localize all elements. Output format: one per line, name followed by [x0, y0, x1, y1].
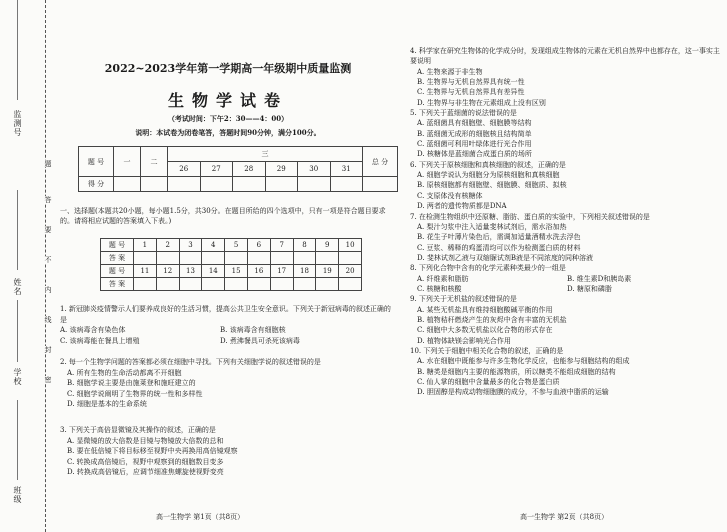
answer-label: 答 案: [101, 278, 134, 291]
option: D. 核糖体是蓝细菌合成蛋白质的场所: [417, 150, 532, 159]
answer-qnum: 9: [316, 239, 339, 252]
seal-mark: 不: [37, 256, 53, 263]
answer-label: 答 案: [101, 252, 134, 265]
question-stem: 2. 每一个生物学问题的答案都必须在细胞中寻找。下列有关细胞学说的叙述错误的是: [60, 358, 321, 366]
question-4: [410, 46, 720, 108]
option: B. 要在低倍镜下将目标移至视野中央再换用高倍镜观察: [67, 447, 238, 455]
option: C. 该病毒能在餐具上增殖: [60, 336, 140, 345]
option: C. 豆浆、稀释的鸡蛋清均可以作为检测蛋白质的材料: [417, 243, 581, 252]
option: B. 花生子叶薄片染色后，需调加适量酒精水洗去浮色: [417, 233, 581, 242]
question-stem: 5. 下列关于蓝细菌的说法错误的是: [410, 109, 517, 118]
option: A. 生物来源于非生物: [417, 67, 483, 76]
exam-time: （考试时间：下午2：30——4：00）: [167, 114, 289, 123]
option: D. 胆固醇是构成动物细胞膜的成分，不参与血液中脂质的运输: [417, 388, 609, 397]
option: A. 所有生物的生命活动都离不开细胞: [67, 368, 182, 377]
answer-cell[interactable]: [339, 252, 362, 265]
option: D. 两者的遗传物质都是DNA: [417, 202, 507, 211]
score-cell[interactable]: [330, 177, 363, 192]
question-6: [410, 160, 720, 212]
answer-qnum: 16: [247, 265, 270, 278]
answer-cell[interactable]: [202, 252, 225, 265]
answer-cell[interactable]: [225, 278, 248, 291]
score-subheader: 30: [298, 162, 331, 177]
answer-cell[interactable]: [156, 278, 179, 291]
option: C. 仙人掌的细胞中含量最多的化合物是蛋白质: [417, 378, 560, 386]
question-10: [410, 346, 720, 398]
exam-number-label: 监测号: [13, 110, 22, 137]
question-stem: 3. 下列关于高倍显微镜及其操作的叙述，正确的是: [60, 426, 216, 434]
binding-strip: [0, 0, 54, 532]
seal-mark: 要: [37, 226, 53, 233]
option: C. 生物界与无机自然界具有差异性: [417, 88, 525, 97]
score-row-label: 得 分: [79, 177, 114, 192]
answer-label: 题 号: [101, 265, 134, 278]
score-cell[interactable]: [200, 177, 233, 192]
option: A. 某些无机盐具有维持细胞酸碱平衡的作用: [417, 305, 553, 314]
answer-cell[interactable]: [202, 278, 225, 291]
answer-cell[interactable]: [293, 278, 316, 291]
option: A. 该病毒含有染色体: [60, 326, 126, 334]
score-cell[interactable]: [298, 177, 331, 192]
question-7: [410, 212, 720, 264]
score-subheader: 28: [233, 162, 266, 177]
answer-qnum: 20: [339, 265, 362, 278]
score-subheader: 29: [265, 162, 298, 177]
option: D. 转换成高倍镜后，应调节细准焦螺旋使视野变亮: [67, 468, 224, 476]
score-subheader: 26: [168, 162, 201, 177]
option: A. 纤维素和脂肪: [417, 274, 469, 283]
answer-qnum: 11: [134, 265, 157, 278]
seal-mark: 答: [37, 196, 53, 203]
option: D. 植物体缺镁会影响光合作用: [417, 336, 511, 345]
answer-qnum: 3: [179, 239, 202, 252]
answer-cell[interactable]: [134, 278, 157, 291]
answer-qnum: 15: [225, 265, 248, 278]
question-8: [410, 263, 720, 294]
answer-label: 题 号: [101, 239, 134, 252]
question-5: [410, 108, 720, 160]
answer-qnum: 12: [156, 265, 179, 278]
score-cell[interactable]: [363, 177, 398, 192]
option: B. 该病毒含有细胞核: [220, 326, 286, 334]
option: D. 生物界与非生物在元素组成上没有区别: [417, 98, 546, 107]
answer-qnum: 18: [293, 265, 316, 278]
page-1: [60, 0, 396, 532]
question-stem: 8. 下列化合物中含有的化学元素种类最少的一组是: [410, 264, 566, 273]
option: B. 原核细胞都有细胞壁、细胞膜、细胞质、拟核: [417, 181, 567, 190]
score-cell[interactable]: [265, 177, 298, 192]
answer-cell[interactable]: [179, 252, 202, 265]
option: D. 细胞是基本的生命系统: [67, 400, 147, 408]
answer-cell[interactable]: [156, 252, 179, 265]
option: B. 生物界与无机自然界具有统一性: [417, 78, 525, 87]
question-stem: 9. 下列关于无机盐的叙述错误的是: [410, 295, 517, 304]
answer-cell[interactable]: [134, 252, 157, 265]
option: C. 细胞学说阐明了生物界的统一性和多样性: [67, 389, 203, 398]
seal-mark: 题: [37, 160, 53, 167]
question-stem: 7. 在检测生物组织中还原糖、脂肪、蛋白质的实验中，下列相关叙述错误的是: [410, 212, 650, 221]
score-header: 题 号: [79, 147, 114, 177]
option: D. 煮沸餐具可杀死该病毒: [220, 336, 300, 345]
answer-qnum: 1: [134, 239, 157, 252]
subject-title: 生物学试卷: [167, 91, 288, 110]
answer-table: [100, 238, 362, 291]
exam-note: 说明：本试卷为闭卷笔答，答题时间90分钟，满分100分。: [135, 128, 321, 137]
question-stem: 1. 新冠肺炎疫情警示人们要养成良好的生活习惯，提高公共卫生安全意识。下列关于新冠病毒的叙述正确的是: [60, 305, 391, 324]
seal-line: [45, 0, 46, 532]
score-header: 总 分: [363, 147, 398, 177]
score-cell[interactable]: [114, 177, 141, 192]
page-2: [410, 0, 720, 532]
option: B. 蓝细菌无成形的细胞核且结构简单: [417, 129, 532, 138]
class-line: [17, 400, 18, 480]
option: A. 梨汁匀浆中注入适量斐林试剂后，需水浴加热: [417, 222, 567, 231]
question-3: [60, 425, 396, 478]
answer-qnum: 13: [179, 265, 202, 278]
score-cell[interactable]: [141, 177, 168, 192]
answer-qnum: 4: [202, 239, 225, 252]
option: B. 细胞学说主要是由施莱登和施旺建立的: [67, 379, 196, 387]
answer-qnum: 17: [270, 265, 293, 278]
option: C. 细胞中大多数无机盐以化合物的形式存在: [417, 326, 553, 335]
answer-cell[interactable]: [179, 278, 202, 291]
section-intro: 一、选择题(本题共20小题，每小题1.5分，共30分。在题目所给的四个选项中，只有一项是符合题目要求的。请将相应试题的答案填入下表。): [60, 207, 386, 225]
option: C. 蓝细菌可利用叶绿体进行光合作用: [417, 140, 532, 149]
answer-cell[interactable]: [270, 252, 293, 265]
page-footer: 高一生物学 第1页（共8页）: [156, 513, 245, 521]
seal-mark: 线: [37, 316, 53, 323]
answer-qnum: 19: [316, 265, 339, 278]
answer-qnum: 6: [247, 239, 270, 252]
answer-cell[interactable]: [339, 278, 362, 291]
score-header: 三: [168, 147, 363, 162]
question-9: [410, 294, 720, 346]
score-table: [78, 146, 398, 192]
score-subheader: 31: [330, 162, 363, 177]
option: A. 细胞学说认为细胞分为原核细胞和真核细胞: [417, 171, 560, 180]
question-stem: 10. 下列关于细胞中相关化合物的叙述，正确的是: [410, 346, 564, 355]
answer-cell[interactable]: [316, 252, 339, 265]
answer-qnum: 8: [293, 239, 316, 252]
question-1: [60, 304, 396, 346]
seal-mark: 内: [37, 286, 53, 293]
score-cell[interactable]: [168, 177, 201, 192]
option: B. 维生素D和胰岛素: [567, 274, 632, 283]
answer-qnum: 7: [270, 239, 293, 252]
answer-cell[interactable]: [270, 278, 293, 291]
option: D. 糖原和磷脂: [567, 284, 612, 293]
option: A. 水在细胞中既能参与许多生物化学反应，也能参与细胞结构的组成: [417, 357, 630, 366]
seal-mark: 封: [37, 346, 53, 353]
class-label: 班级: [13, 486, 22, 504]
school-label: 学校: [13, 368, 22, 386]
page-footer: 高一生物学 第2页（共8页）: [520, 513, 609, 521]
answer-cell[interactable]: [247, 278, 270, 291]
score-subheader: 27: [200, 162, 233, 177]
answer-qnum: 10: [339, 239, 362, 252]
answer-qnum: 2: [156, 239, 179, 252]
option: C. 转换成高倍镜后，视野中观察到的细胞数目变多: [67, 457, 224, 466]
answer-qnum: 5: [225, 239, 248, 252]
score-cell[interactable]: [233, 177, 266, 192]
answer-qnum: 14: [202, 265, 225, 278]
question-stem: 4. 科学家在研究生物体的化学成分时，发现组成生物体的元素在无机自然界中也都存在，这一事实主要说明: [410, 47, 720, 66]
school-line: [17, 300, 18, 362]
question-2: [60, 357, 396, 410]
option: B. 糖类是细胞内主要的能源物质，所以糖类不能组成细胞的结构: [417, 367, 616, 376]
option: B. 植物秸秆燃烧产生的灰烬中含有丰富的无机盐: [417, 315, 567, 324]
question-stem: 6. 下列关于原核细胞和真核细胞的叙述，正确的是: [410, 160, 566, 169]
exam-number-line: [17, 0, 18, 100]
answer-cell[interactable]: [316, 278, 339, 291]
score-header: 二: [141, 147, 168, 177]
score-header: 一: [114, 147, 141, 177]
answer-cell[interactable]: [247, 252, 270, 265]
option: A. 蓝细菌具有细胞壁、细胞膜等结构: [417, 119, 532, 128]
option: D. 斐林试剂乙液与双缩脲试剂B液是不同浓度的同种溶液: [417, 253, 593, 262]
name-line: [17, 190, 18, 270]
exam-title: 2022~2023学年第一学期高一年级期中质量监测: [104, 62, 352, 75]
seal-mark: 密: [37, 376, 53, 383]
answer-cell[interactable]: [225, 252, 248, 265]
answer-cell[interactable]: [293, 252, 316, 265]
option: A. 显微镜的放大倍数是目镜与物镜放大倍数的总和: [67, 436, 224, 445]
name-label: 姓名: [13, 278, 22, 296]
option: C. 核糖和核酸: [417, 284, 462, 293]
option: C. 支原体没有核糖体: [417, 191, 483, 200]
